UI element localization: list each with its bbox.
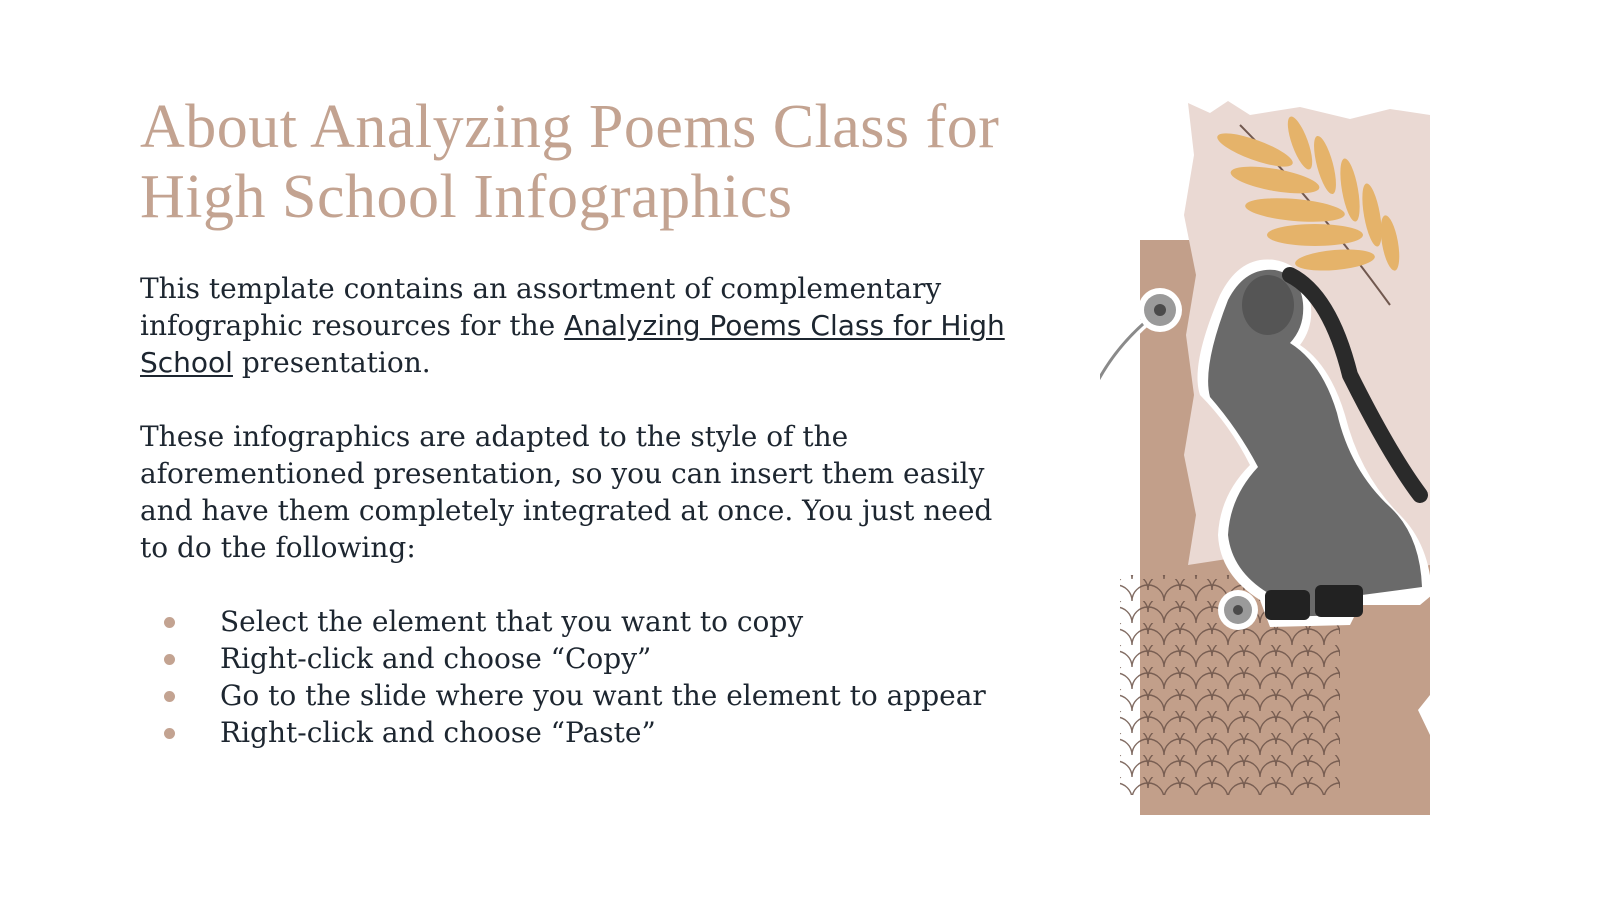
instructions-paragraph: These infographics are adapted to the style of the aforementioned presentation, so you can insert them easily and have them completely integrated at once. You just need to do the following: — [140, 420, 993, 564]
bullet-icon — [164, 691, 175, 702]
step-item — [140, 714, 1010, 751]
step-text: Right-click and choose “Copy” — [220, 642, 652, 675]
steps-list — [140, 603, 1010, 751]
step-item — [140, 640, 1010, 677]
intro-text: This template contains an assortment of complementary infographic resources for the — [140, 272, 942, 342]
bullet-icon — [164, 617, 175, 628]
presentation-link[interactable]: Analyzing Poems Class for High School — [140, 309, 1005, 379]
step-item — [140, 677, 1010, 714]
step-text: Right-click and choose “Paste” — [220, 716, 656, 749]
slide-title: About Analyzing Poems Class for High School Infographics — [140, 93, 1000, 231]
step-text: Go to the slide where you want the element to appear — [220, 679, 986, 712]
step-item — [140, 603, 1010, 640]
intro-paragraph — [140, 270, 1010, 381]
step-text: Select the element that you want to copy — [220, 605, 804, 638]
small-flower-icon — [1218, 590, 1258, 630]
bullet-icon — [164, 654, 175, 665]
collage-illustration — [1100, 95, 1480, 825]
bullet-icon — [164, 728, 175, 739]
intro-text-end: presentation. — [232, 346, 431, 379]
slide-body — [140, 270, 1010, 751]
